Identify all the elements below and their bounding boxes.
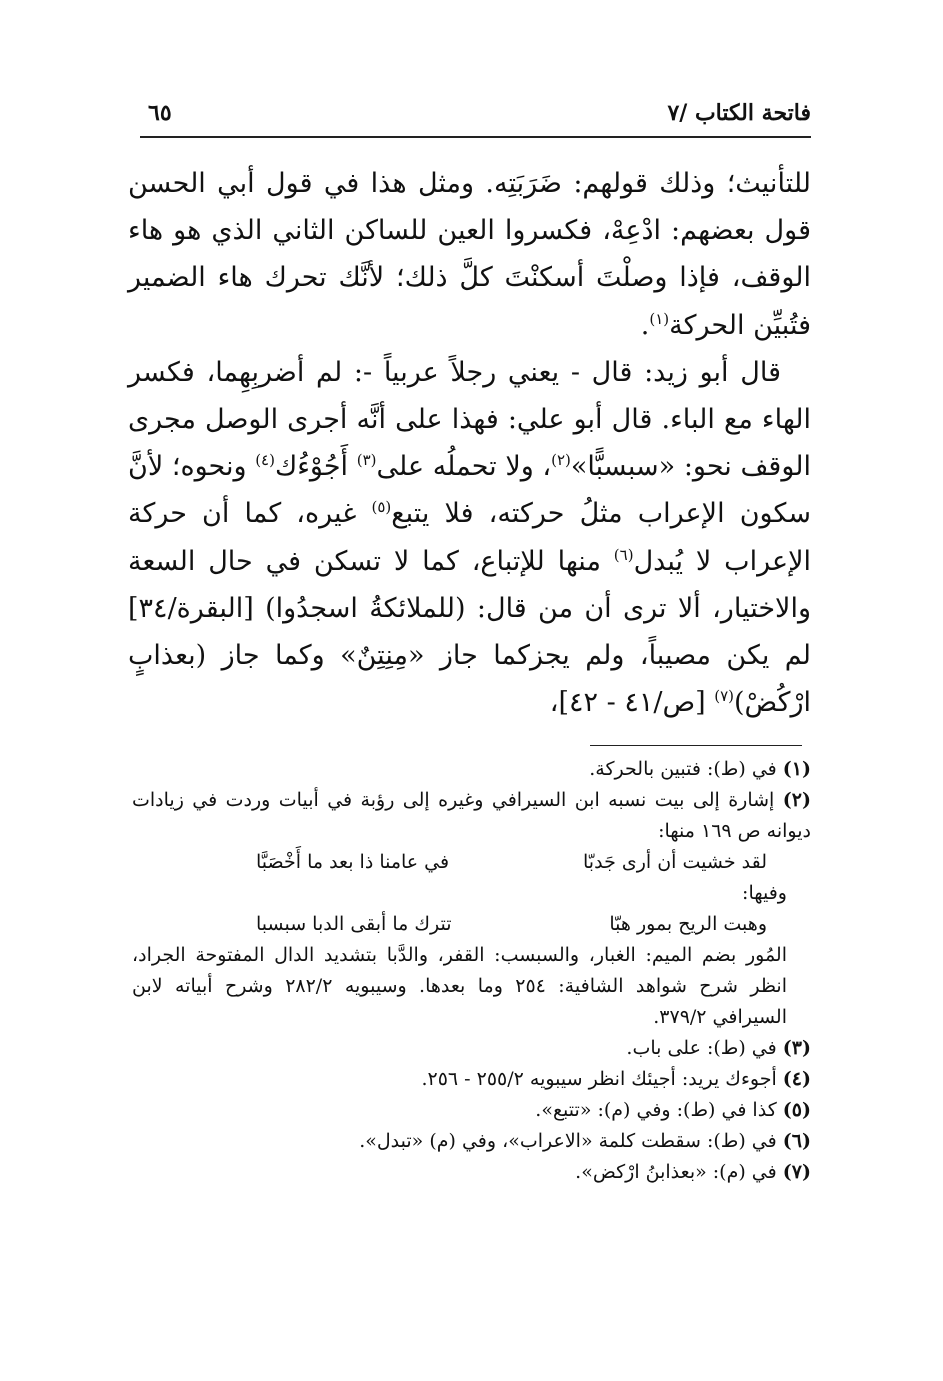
footnote-number: (٤) [782, 1068, 811, 1090]
footnote-reference: (٧) [714, 687, 734, 706]
body-text-segment: ، ولا تحملُه على [376, 451, 552, 483]
verse-hemistich-1: وهبت الريح بمور هبّا [609, 913, 767, 935]
body-text-segment: أَجُوْءُك [274, 451, 357, 483]
footnote-3 [132, 1033, 811, 1064]
verse-line-2 [132, 909, 811, 940]
footnote-4 [132, 1064, 811, 1095]
footnote-2 [132, 785, 811, 1033]
verse-line-1 [132, 847, 811, 878]
footnote-text: أجوءك يريد: أجيئك انظر سيبويه ٢٥٥/٢ - ٢٥٦. [421, 1068, 777, 1090]
footnote-reference: (٢) [551, 451, 571, 470]
footnote-7 [132, 1157, 811, 1188]
page-number: ٦٥ [148, 100, 172, 126]
header-rule [140, 136, 811, 138]
verse-hemistich-1: لقد خشيت أن أرى جَدبّا [583, 851, 767, 873]
footnote-text: في (ط): على باب. [626, 1037, 777, 1059]
footnote-text: في (ط): سقطت كلمة «الاعراب»، وفي (م) «تبدل». [359, 1130, 777, 1152]
running-header [148, 96, 811, 130]
footnote-number: (٥) [782, 1099, 811, 1121]
body-text-segment: منها للإتباع، كما لا تسكن في حال السعة والاختيار، ألا ترى أن من قال: (للملائكةُ اسجدُوا) [البقرة/٣٤] لم يكن مصيباً، ولم يجزكما جاز «مِنِتِنٌ» وكما جاز (بعذابٍ ارْكُضْ) [128, 545, 811, 719]
running-title: فاتحة الكتاب /٧ [667, 100, 811, 126]
footnote-number: (٢) [782, 789, 811, 811]
footnote-number: (٧) [782, 1161, 811, 1183]
body-text-segment: غيره، كما أن حركة الإعراب لا يُبدل [128, 498, 811, 577]
body-text-segment: [ص/٤١ - ٤٢]، [549, 687, 715, 719]
footnotes [132, 754, 811, 1188]
body-text-segment: ونحوه؛ لأنَّ سكون الإعراب مثلُ حركته، فلا يتبع [128, 451, 812, 530]
body-text-segment: . [640, 309, 650, 341]
footnote-reference: (٦) [613, 545, 634, 564]
footnote-interlude: وفيها: [742, 882, 787, 904]
body-text-segment: قال أبو زيد: قال - يعني رجلاً عربياً -: لم أضربِهِما، فكسر الهاء مع الباء. قال أبو علي: فهذا على أنَّه أجرى الوصل مجرى الوقف نحو: «سبسبًّا» [128, 356, 811, 483]
body-text-segment: للتأنيث؛ وذلك قولهم: ضَرَبَتِه. ومثل هذا في قول أبي الحسن قول بعضهم: ادْعِهْ، فكسروا العين للساكن الثاني الذي هو هاء الوقف، فإذا وصلْتَ أسكنْتَ كلَّ ذلك؛ لأنَّك تحرك هاء الضمير فتُبيِّن الحركة [128, 168, 811, 341]
footnote-text: إشارة إلى بيت نسبه ابن السيرافي وغيره إلى رؤبة في أبيات وردت في زيادات ديوانه ص ١٦٩ منها: [132, 789, 811, 842]
verse-hemistich-2: في عامنا ذا بعد ما أَخْصَبَّا [256, 851, 450, 873]
footnote-text: في (ط): فتبين بالحركة. [589, 758, 777, 780]
footnote-6 [132, 1126, 811, 1157]
footnote-number: (٣) [782, 1037, 811, 1059]
footnote-number: (١) [782, 758, 811, 780]
footnote-5 [132, 1095, 811, 1126]
footnote-text: كذا في (ط): وفي (م): «تتبع». [535, 1099, 777, 1121]
footnote-reference: (٥) [371, 498, 392, 517]
body-paragraph [128, 349, 811, 727]
footnote-reference: (١) [649, 309, 670, 328]
main-text [128, 160, 811, 726]
footnote-1 [132, 754, 811, 785]
footnote-reference: (٤) [255, 451, 275, 470]
body-paragraph [128, 160, 811, 349]
footnote-separator [590, 745, 802, 746]
footnote-reference: (٣) [356, 451, 377, 470]
footnote-text: في (م): «بعذابنُ ارْكض». [575, 1161, 777, 1183]
verse-hemistich-2: تترك ما أبقى الدبا سبسبا [256, 913, 452, 935]
footnote-commentary: المُور بضم الميم: الغبار، والسبسب: القفر، والدَّبا بتشديد الدال المفتوحة الجراد، انظر شرح شواهد الشافية: ٢٥٤ وما بعدها. وسيبويه ٢٨٢/٢ وشرح أبياته لابن السيرافي ٣٧٩/٢. [132, 944, 787, 1028]
footnote-number: (٦) [782, 1130, 811, 1152]
